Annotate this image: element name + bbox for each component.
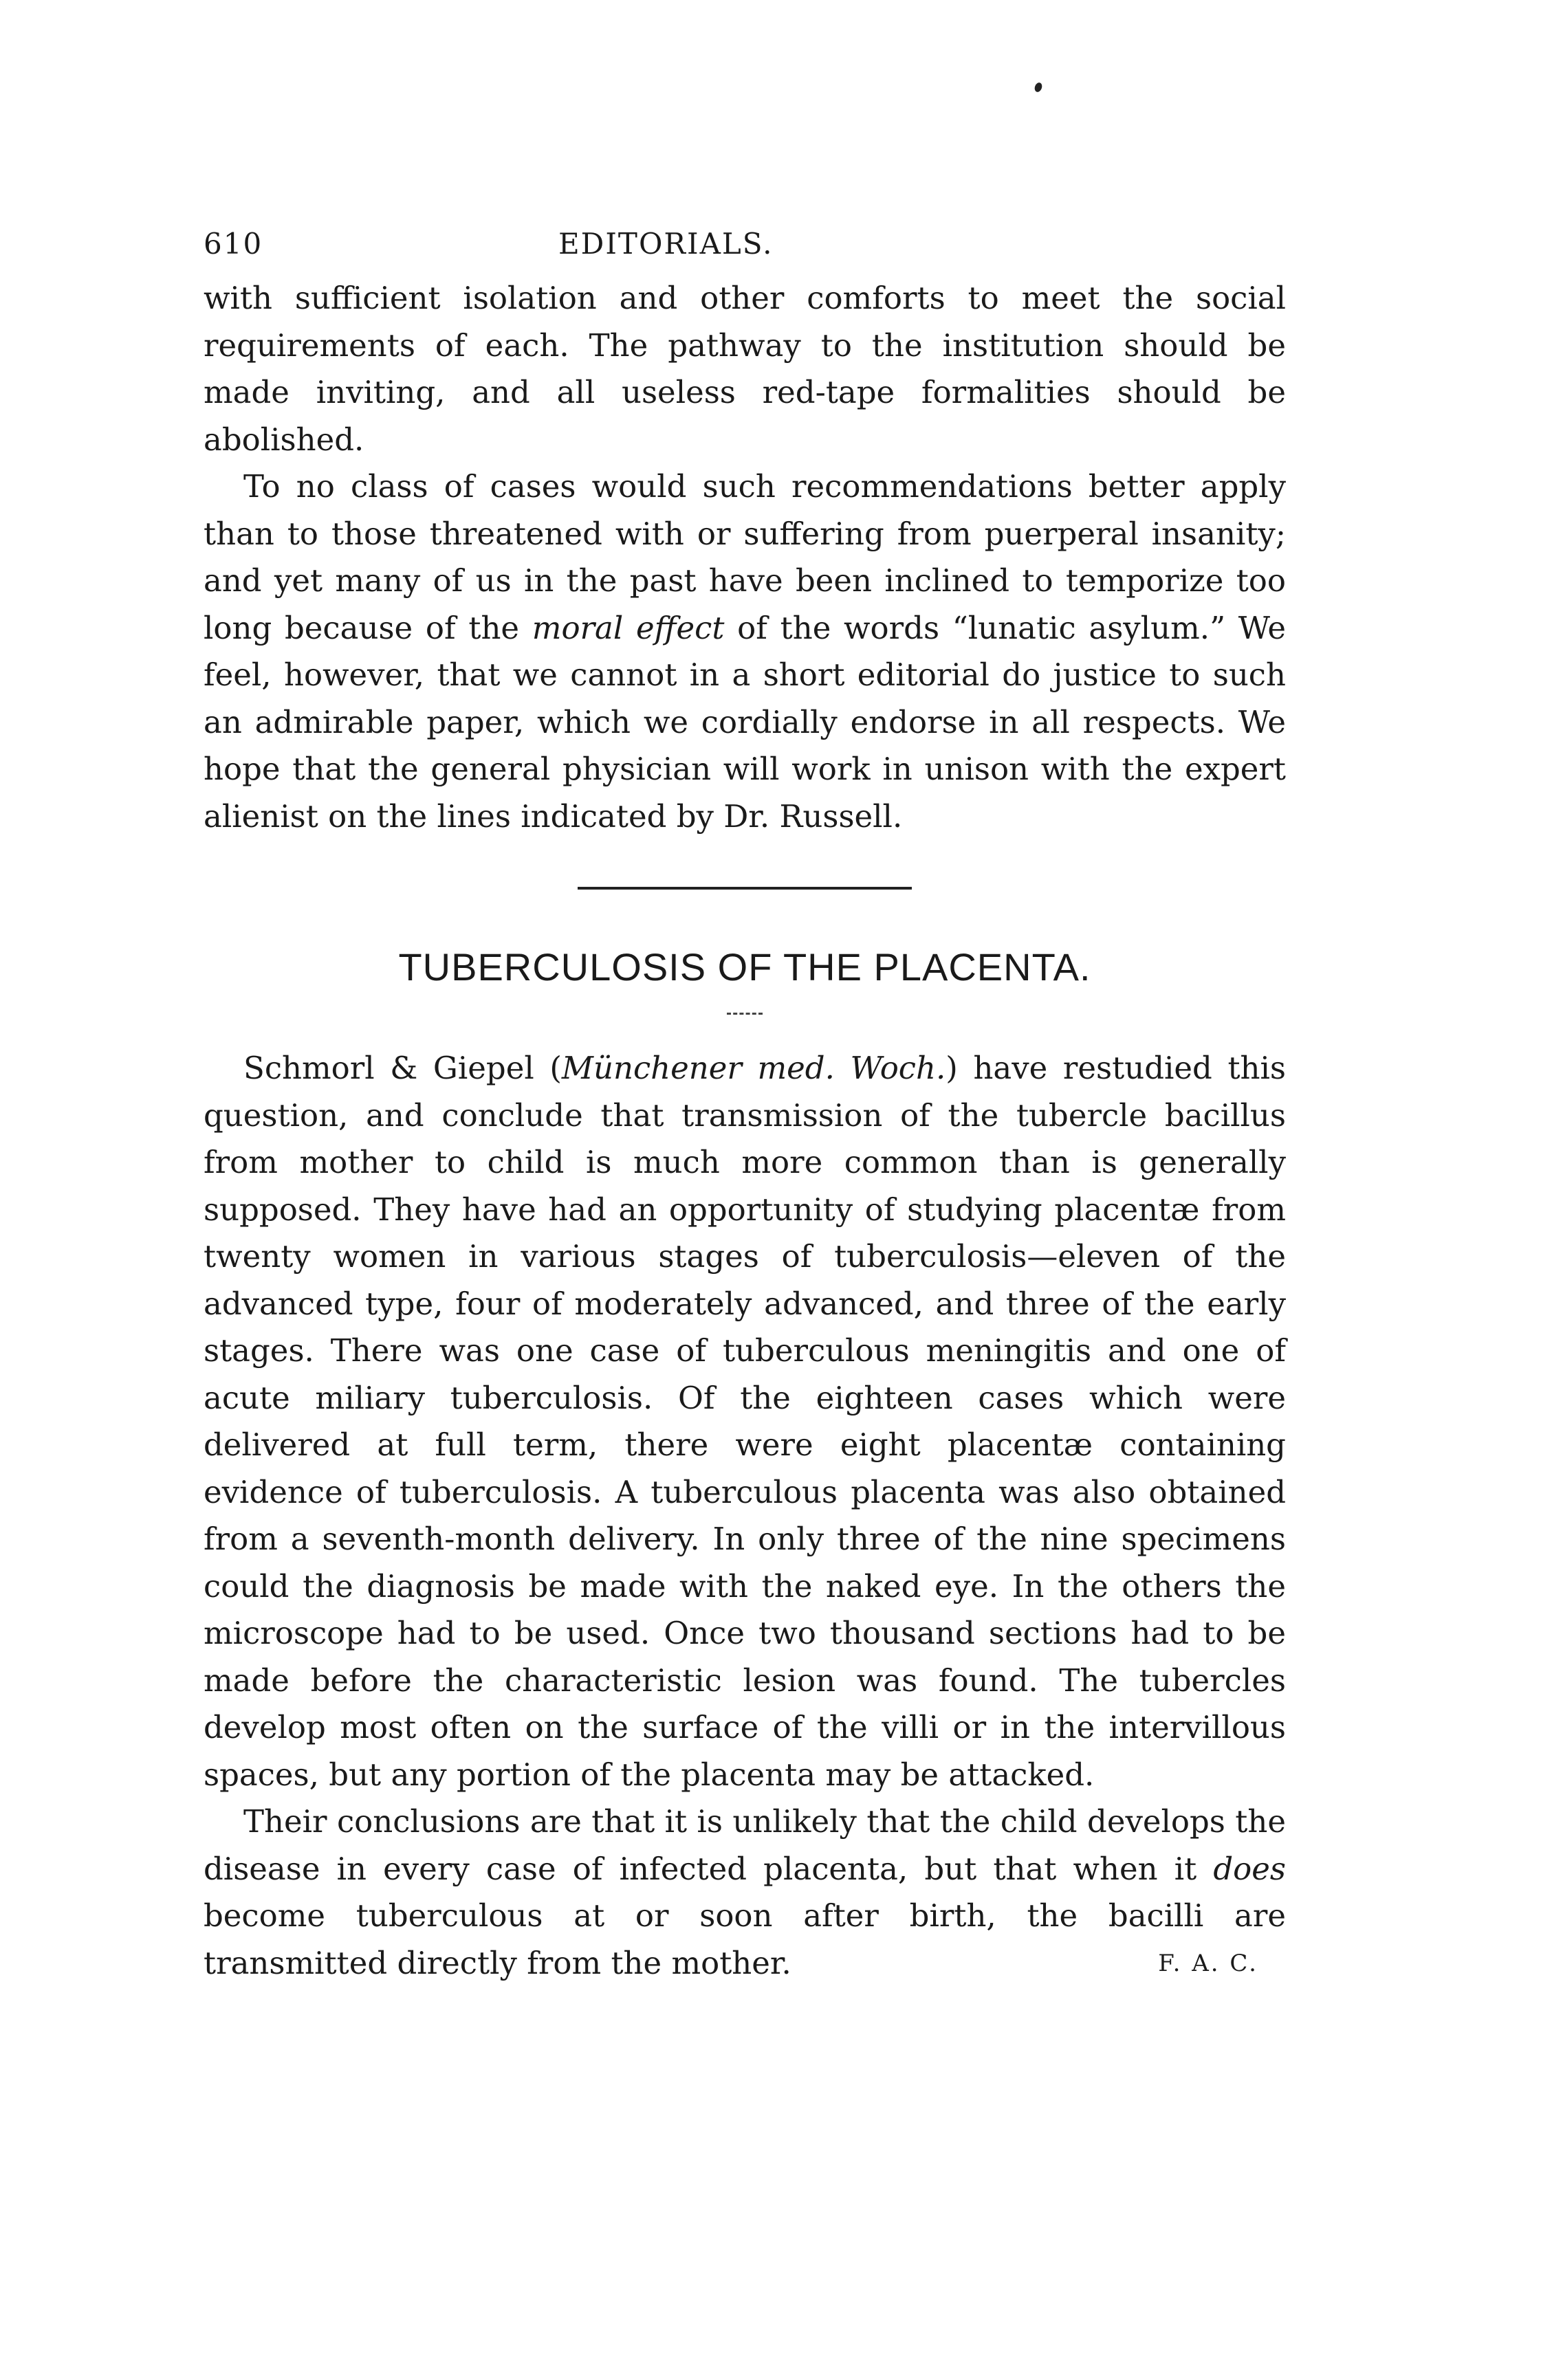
journal-citation: Münchener med. Woch. xyxy=(561,1050,946,1086)
continued-paragraph-2-text-a: To no class of cases would such recommendations better apply than to those threatened with or suffering from puerperal insanity; and yet many of us in the past have been inclined to temporize too long because of the xyxy=(204,468,1286,646)
article-title: TUBERCULOSIS OF THE PLACENTA. xyxy=(398,945,1091,989)
running-head xyxy=(204,227,1286,275)
article-paragraph-2-emphasis: does xyxy=(1213,1850,1286,1887)
article-paragraph-1-text-b: ) have restudied this question, and conclude that transmission of the tubercle bacillus from mother to child is much more common than is generally supposed. They have had an opportunity of studying placentæ from twenty women in various stages of tuberculosis—eleven of the advanced type, four of moderately advanced, and three of the early stages. There was one case of tuberculous meningitis and one of acute miliary tuberculosis. Of the eighteen cases which were delivered at full term, there were eight placentæ containing evidence of tuberculosis. A tuberculous placenta was also obtained from a seventh-month delivery. In only three of the nine specimens could the diagnosis be made with the naked eye. In the others the microscope had to be used. Once two thousand sections had to be made before the characteristic lesion was found. The tubercles develop most often on the surface of the villi or in the intervillous spaces, but any portion of the placenta may be attacked. xyxy=(204,1050,1286,1793)
article-paragraph-1 xyxy=(204,1045,1286,1798)
article-paragraph-2 xyxy=(204,1798,1286,1987)
article-paragraph-1-text-a: Schmorl & Giepel ( xyxy=(243,1050,562,1086)
title-ornament xyxy=(727,1013,763,1015)
continued-paragraph-2-emphasis: moral effect xyxy=(532,609,725,646)
author-signature: F. A. C. xyxy=(1158,1949,1258,1977)
continued-paragraph-2 xyxy=(204,463,1286,840)
article-body xyxy=(204,1045,1286,1987)
continued-paragraph-1: with sufficient isolation and other comforts to meet the social requirements of each. The pathway to the institution should be made inviting, and all useless red-tape formalities should be abolished. xyxy=(204,280,1286,458)
page xyxy=(204,137,1286,1987)
ink-speck xyxy=(1034,82,1043,93)
article-paragraph-2-text-a: Their conclusions are that it is unlikely that the child develops the disease in every case of infected placenta, but that when it xyxy=(204,1803,1286,1887)
section-divider xyxy=(578,887,912,890)
continued-paragraph-2-text-b: of the words “lunatic asylum.” We feel, however, that we cannot in a short editorial do justice to such an admirable paper, which we cordially endorse in all respects. We hope that the general physician will work in unison with the expert alienist on the lines indicated by Dr. Russell. xyxy=(204,609,1287,835)
running-title: EDITORIALS. xyxy=(558,227,774,261)
continued-editorial xyxy=(204,275,1286,840)
page-number: 610 xyxy=(204,227,263,261)
article-paragraph-2-text-b: become tuberculous at or soon after birth, the bacilli are transmitted directly from the mother. xyxy=(204,1897,1286,1981)
